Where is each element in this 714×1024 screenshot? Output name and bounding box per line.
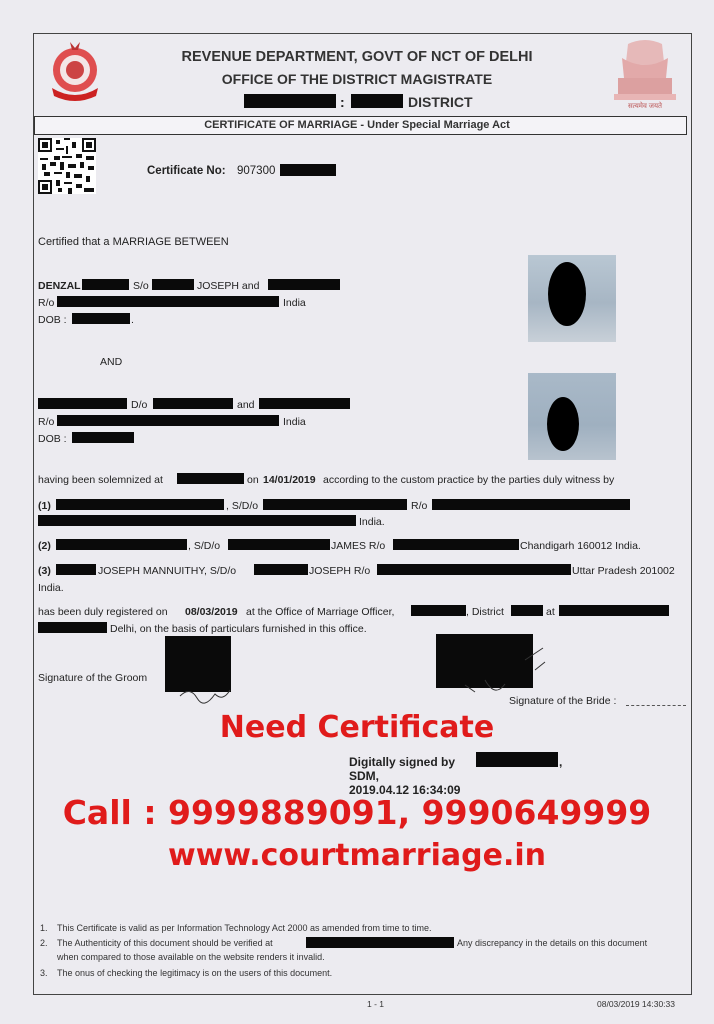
note-3: The onus of checking the legitimacy is on the users of this document. — [57, 968, 333, 978]
registration-text-b: at the Office of Marriage Officer, — [246, 606, 395, 618]
registration-date: 08/03/2019 — [185, 606, 238, 618]
redacted-witness-2-name — [56, 539, 187, 550]
redacted-bride-mother — [259, 398, 350, 409]
groom-so: S/o — [133, 280, 149, 292]
witness-2-end: Chandigarh 160012 India. — [520, 540, 641, 552]
witness-3-a: JOSEPH MANNUITHY, S/D/o — [98, 565, 237, 577]
groom-dob-label: DOB : — [38, 314, 67, 326]
bride-do: D/o — [131, 399, 148, 411]
redacted-venue — [177, 473, 244, 484]
bride-face-redaction — [547, 397, 579, 451]
redacted-witness-2-parent — [228, 539, 330, 550]
intro-text: Certified that a MARRIAGE BETWEEN — [38, 236, 229, 248]
website-banner: www.courtmarriage.in — [168, 838, 546, 873]
note-3-num: 3. — [40, 968, 48, 978]
registration-text-c: , District — [466, 606, 504, 618]
groom-signature-scribble — [175, 684, 235, 704]
digitally-signed-label: Digitally signed by — [349, 755, 456, 769]
note-1: This Certificate is valid as per Information Technology Act 2000 as amended from time to time. — [57, 923, 432, 933]
print-timestamp: 08/03/2019 14:30:33 — [597, 999, 675, 1009]
redacted-bride-dob — [72, 432, 134, 443]
redacted-bride-name — [38, 398, 127, 409]
solemnized-text-b: on — [247, 474, 259, 486]
redacted-registration-office — [559, 605, 669, 616]
bride-india: India — [283, 416, 306, 428]
solemnized-text-a: having been solemnized at — [38, 474, 163, 486]
redacted-witness-1-address-a — [432, 499, 630, 510]
bride-signature-scribble — [455, 640, 550, 700]
witness-2-mid: JAMES R/o — [331, 540, 386, 552]
redacted-certificate-suffix — [280, 164, 336, 176]
header-department: REVENUE DEPARTMENT, GOVT OF NCT OF DELHI — [181, 49, 533, 65]
bride-ro: R/o — [38, 416, 55, 428]
call-numbers-banner: Call : 9999889091, 9990649999 — [62, 793, 652, 832]
redacted-bride-address — [57, 415, 279, 426]
note-2-a: The Authenticity of this document should be verified at — [57, 938, 273, 948]
redacted-witness-3-parent — [254, 564, 308, 575]
note-2-b: Any discrepancy in the details on this document — [457, 938, 648, 948]
redacted-witness-1-parent — [263, 499, 407, 510]
redacted-witness-3-address — [377, 564, 571, 575]
witness-3-b: JOSEPH R/o — [309, 565, 371, 577]
signed-comma: , — [559, 755, 563, 769]
emblem-caption: सत्यमेव जयते — [627, 103, 663, 110]
registration-text-a: has been duly registered on — [38, 606, 168, 618]
title-sub: - Under Special Marriage Act — [357, 119, 510, 131]
signed-designation: SDM, — [349, 769, 379, 783]
redacted-registration-district — [511, 605, 543, 616]
groom-signature-label: Signature of the Groom — [38, 672, 148, 684]
witness-3-num: (3) — [38, 565, 51, 577]
certificate-title — [0, 119, 714, 131]
groom-father: JOSEPH and — [197, 280, 260, 292]
groom-name: DENZAL — [38, 280, 81, 292]
note-1-num: 1. — [40, 923, 48, 933]
note-2-num: 2. — [40, 938, 48, 948]
redacted-marriage-officer — [411, 605, 466, 616]
page-number: 1 - 1 — [367, 999, 385, 1009]
certificate-number-label: Certificate No: — [147, 165, 226, 177]
header-district: DISTRICT — [408, 94, 473, 110]
and-separator: AND — [100, 356, 123, 368]
solemnized-date: 14/01/2019 — [263, 474, 316, 486]
redacted-registration-place — [38, 622, 107, 633]
header-office: OFFICE OF THE DISTRICT MAGISTRATE — [221, 71, 493, 87]
witness-3-d: India. — [38, 582, 64, 594]
witness-1-india: India. — [359, 516, 385, 528]
solemnized-text-c: according to the custom practice by the parties duly witness by — [323, 474, 615, 486]
redacted-signer-name — [476, 752, 558, 767]
registration-text-d: at — [546, 606, 555, 618]
note-2-c: when compared to those available on the website renders it invalid. — [57, 952, 325, 962]
bride-signature-line — [626, 705, 686, 706]
redacted-witness-3-name — [56, 564, 96, 575]
header-separator: : — [340, 94, 345, 110]
redacted-verification-url — [306, 937, 454, 948]
bride-signature-label: Signature of the Bride : — [509, 695, 617, 707]
witness-3-c: Uttar Pradesh 201002 — [572, 565, 675, 577]
redacted-groom-dob — [72, 313, 130, 324]
certificate-number: 907300 — [237, 165, 276, 177]
redacted-groom-surname — [82, 279, 129, 290]
groom-india: India — [283, 297, 306, 309]
witness-1-num: (1) — [38, 500, 51, 512]
bride-photo — [528, 373, 616, 460]
groom-dob-dot: . — [131, 314, 134, 326]
groom-face-redaction — [548, 262, 586, 326]
redacted-witness-2-address — [393, 539, 519, 550]
signed-datetime: 2019.04.12 16:34:09 — [349, 783, 461, 797]
title-main: CERTIFICATE OF MARRIAGE — [204, 119, 358, 131]
redacted-bride-father — [153, 398, 233, 409]
registration-text-e: Delhi, on the basis of particulars furnished in this office. — [110, 623, 367, 635]
groom-photo — [528, 255, 616, 342]
redacted-witness-1-name — [56, 499, 224, 510]
redacted-groom-mother — [268, 279, 340, 290]
redacted-groom-father — [152, 279, 194, 290]
groom-ro: R/o — [38, 297, 55, 309]
redacted-witness-1-address-b — [38, 515, 356, 526]
need-certificate-banner: Need Certificate — [219, 710, 495, 745]
witness-2-sdo: , S/D/o — [188, 540, 221, 552]
redacted-district-prefix — [244, 94, 336, 108]
bride-and: and — [237, 399, 255, 411]
qr-code — [38, 138, 96, 194]
redacted-district-name — [351, 94, 403, 108]
witness-1-sdo: , S/D/o — [226, 500, 259, 512]
witness-1-ro: R/o — [411, 500, 428, 512]
witness-2-num: (2) — [38, 540, 51, 552]
bride-dob-label: DOB : — [38, 433, 67, 445]
redacted-groom-address — [57, 296, 279, 307]
